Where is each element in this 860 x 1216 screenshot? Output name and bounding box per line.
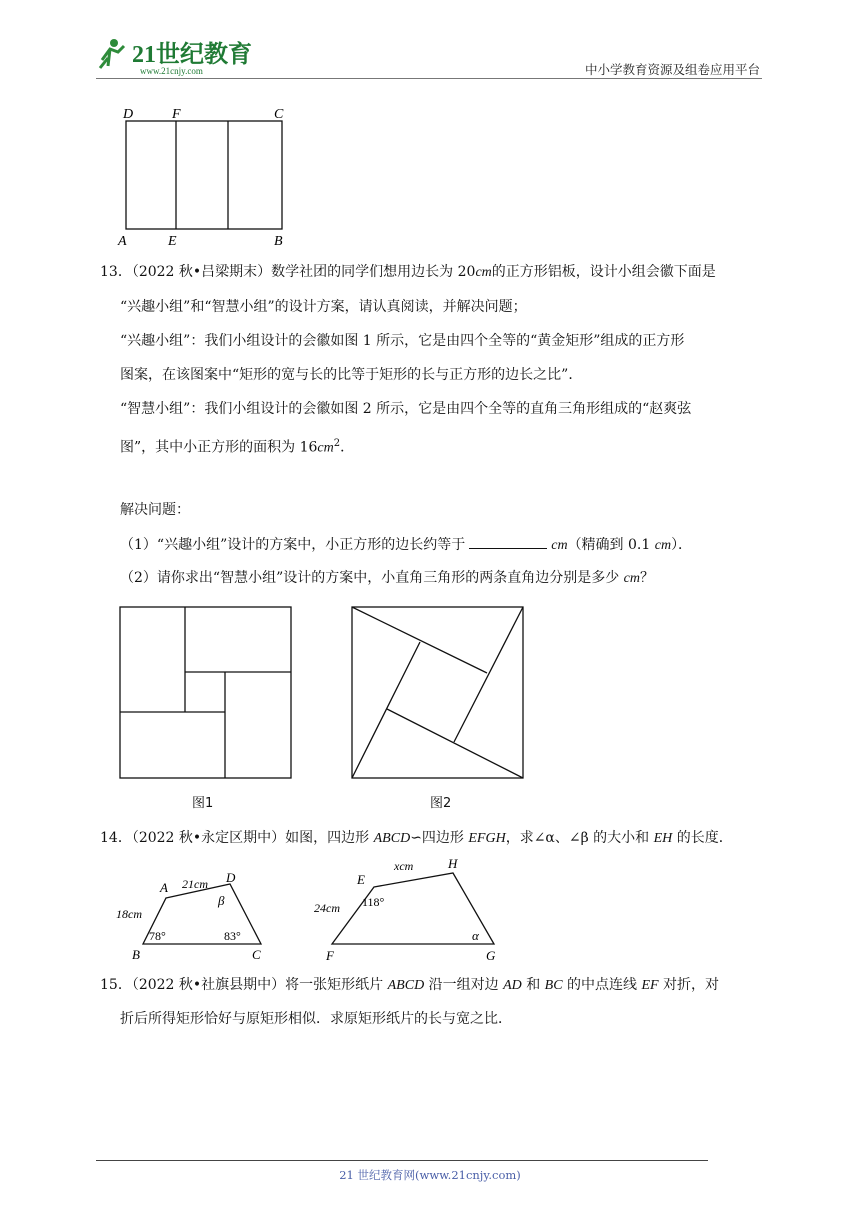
figure-2-zhao-shuang-diagram [350, 605, 525, 780]
figure-1-caption: 图1 [192, 796, 214, 811]
q13-solve-heading: 解决问题： [120, 502, 190, 518]
header-divider [96, 78, 762, 79]
svg-text:G: G [486, 948, 496, 963]
q13-line1: 13．（2022 秋•吕梁期末）数学社团的同学们想用边长为 20cm的正方形铝板，设计小组会徽下面是 [100, 264, 716, 280]
svg-text:H: H [448, 856, 458, 871]
q14-text: 14．（2022 秋•永定区期中）如图，四边形 ABCD∽四边形 EFGH，求∠α、∠β 的大小和 EH 的长度． [100, 830, 733, 846]
logo-text: 21世纪教育 [132, 42, 252, 68]
figure-2-caption: 图2 [430, 796, 452, 811]
label-E: E [168, 234, 177, 249]
q15-line2: 折后所得矩形恰好与原矩形相似．求原矩形纸片的长与宽之比． [120, 1011, 512, 1027]
runner-icon [96, 36, 256, 76]
svg-text:A: A [160, 880, 168, 895]
q13-line6: 图”，其中小正方形的面积为 $16cm^2$． [120, 438, 355, 456]
label-D: D [123, 107, 134, 122]
svg-text:F: F [326, 948, 334, 963]
label-A: A [118, 234, 127, 249]
svg-text:C: C [252, 947, 261, 962]
q13-line2: “兴趣小组”和“智慧小组”的设计方案，请认真阅读，并解决问题； [120, 299, 527, 315]
figure-quadrilateral-efgh [310, 852, 510, 967]
svg-text:78°: 78° [149, 929, 166, 943]
figure-quadrilateral-abcd [112, 862, 277, 967]
footer-text: 21 世纪教育网(www.21cnjy.com) [339, 1168, 521, 1182]
q13-sub2: （2）请你求出“智慧小组”设计的方案中，小直角三角形的两条直角边分别是多少 cm？ [120, 570, 654, 586]
label-C: C [274, 107, 284, 122]
svg-text:E: E [357, 872, 365, 887]
answer-blank[interactable] [469, 534, 547, 549]
q13-line4: 图案，在该图案中“矩形的宽与长的比等于矩形的长与正方形的边长之比”． [120, 367, 583, 383]
q13-number: 13． [100, 264, 132, 280]
q13-line5: “智慧小组”：我们小组设计的会徽如图 2 所示，它是由四个全等的直角三角形组成的“赵爽弦 [120, 401, 692, 417]
svg-text:D: D [226, 870, 236, 885]
label-F: F [172, 107, 181, 122]
q13-source: （2022 秋•吕梁期末） [131, 264, 272, 280]
logo-url: www.21cnjy.com [140, 66, 203, 76]
logo [96, 36, 256, 76]
footer-divider [96, 1160, 708, 1161]
svg-text:118°: 118° [362, 895, 385, 909]
q13-line3: “兴趣小组”：我们小组设计的会徽如图 1 所示，它是由四个全等的“黄金矩形”组成的正方形 [120, 333, 685, 349]
figure-rectangle-thirds [110, 100, 310, 252]
svg-text:18cm: 18cm [116, 907, 142, 921]
q13-sub1: （1）“兴趣小组”设计的方案中，小正方形的边长约等于 cm（精确到 0.1 cm）． [120, 534, 692, 556]
q15-line1: 15．（2022 秋•社旗县期中）将一张矩形纸片 ABCD 沿一组对边 AD 和 BC 的中点连线 EF 对折，对 [100, 977, 720, 993]
svg-text:β: β [218, 893, 225, 908]
label-B: B [274, 234, 283, 249]
figure-1-golden-rectangles [118, 605, 293, 780]
svg-text:α: α [472, 928, 479, 943]
svg-text:21cm: 21cm [182, 877, 208, 891]
svg-text:83°: 83° [224, 929, 241, 943]
svg-text:B: B [132, 947, 140, 962]
header-title: 中小学教育资源及组卷应用平台 [584, 62, 760, 77]
svg-text:24cm: 24cm [314, 901, 340, 915]
svg-text:xcm: xcm [394, 859, 414, 873]
